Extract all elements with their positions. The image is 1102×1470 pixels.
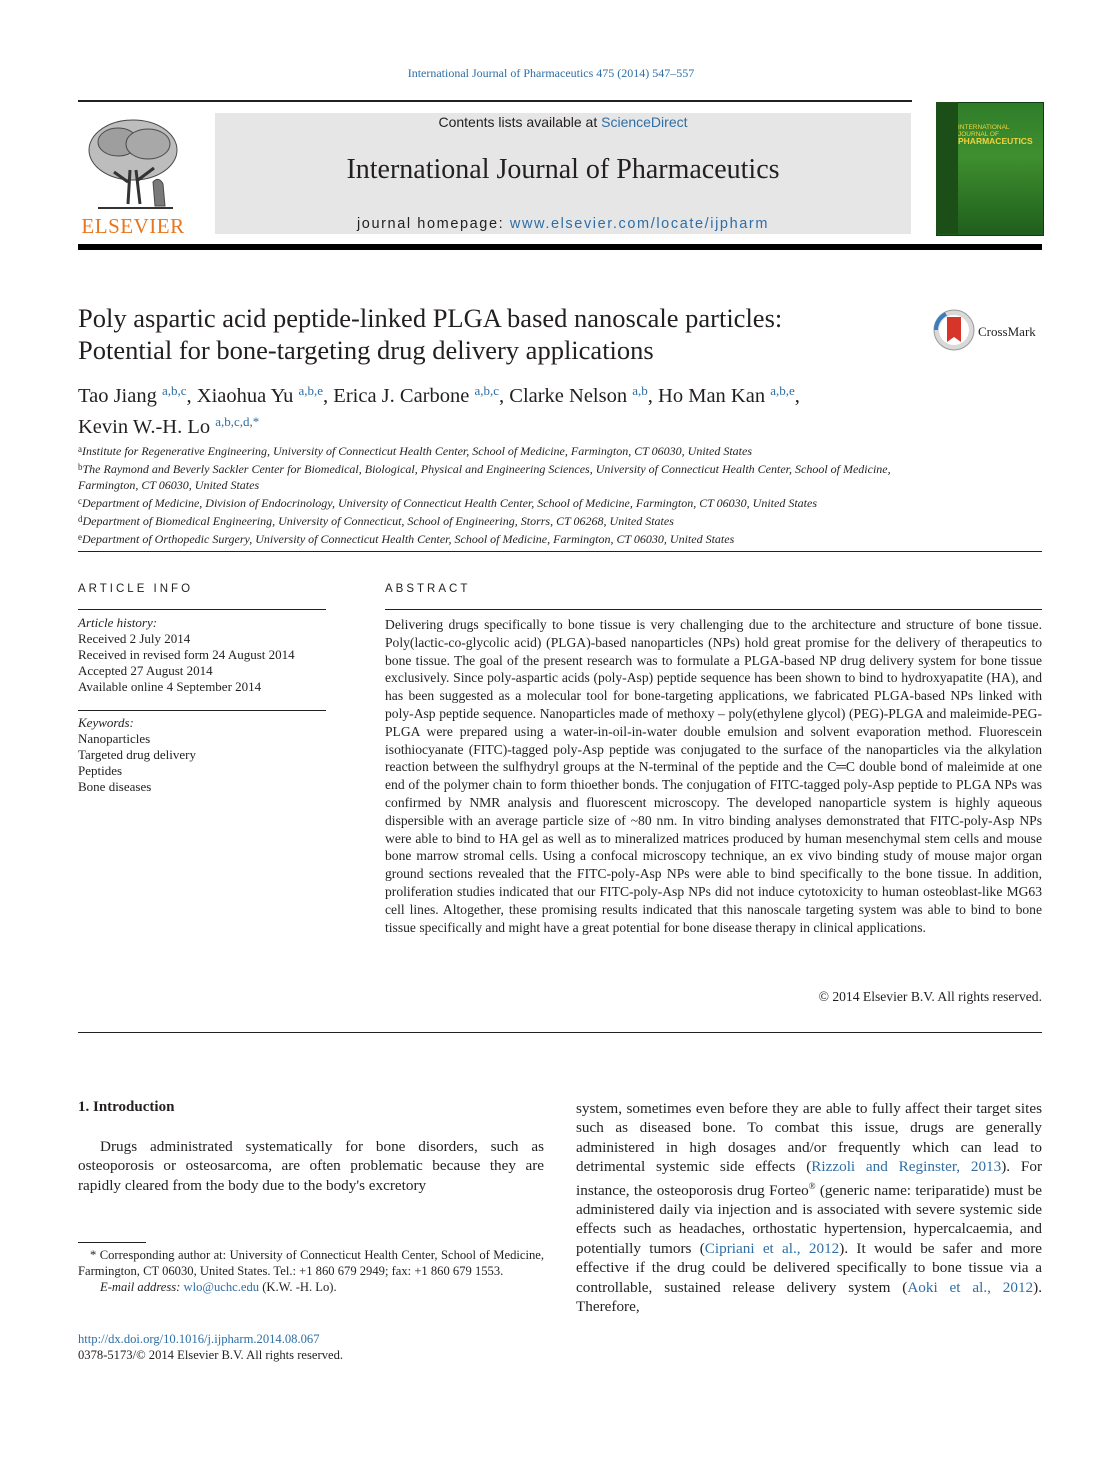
corresponding-author-footnote: [78, 1247, 544, 1295]
affiliation-mark: d: [78, 514, 83, 524]
abstract-rule: [385, 609, 1042, 610]
history-item: Accepted 27 August 2014: [78, 663, 213, 678]
email-suffix: (K.W. -H. Lo).: [259, 1280, 337, 1294]
affiliation-text: Institute for Regenerative Engineering, University of Connecticut Health Center, School of Medicine, Farmington, CT 06030, United States: [82, 444, 753, 458]
body-text: ). It would be safer and more effective if the drug could be delivered specifically to bone tissue via a controllable, sustained release delivery system (: [576, 1239, 1043, 1296]
history-label: Article history:: [78, 615, 158, 630]
cover-title-line2: PHARMACEUTICS: [958, 136, 1033, 146]
keyword-item: Peptides: [78, 763, 123, 778]
email-label: E-mail address:: [100, 1280, 184, 1294]
keyword-item: Bone diseases: [78, 779, 152, 794]
author-separator: ,: [499, 385, 510, 407]
author-name: Erica J. Carbone: [333, 385, 470, 407]
issn-line: 0378-5173/© 2014 Elsevier B.V. All rights reserved.: [78, 1348, 344, 1362]
author-affiliation-marks[interactable]: a,b: [632, 383, 648, 398]
history-item: Available online 4 September 2014: [78, 679, 262, 694]
contents-prefix: Contents lists available at: [438, 114, 602, 130]
crossmark-label[interactable]: CrossMark: [978, 324, 1036, 339]
affiliation-item: [78, 459, 938, 493]
homepage-line: [215, 216, 911, 232]
header-bottom-rule: [78, 244, 1042, 250]
affiliation-text: Department of Medicine, Division of Endocrinology, University of Connecticut Health Center, School of Medicine, Farmington, CT 06030, United States: [82, 496, 818, 510]
author-name: Clarke Nelson: [509, 385, 628, 407]
header-top-rule: [78, 100, 912, 102]
author-name: Xiaohua Yu: [196, 385, 294, 407]
abstract-heading: ABSTRACT: [385, 583, 471, 595]
keywords: [78, 715, 328, 795]
doi-link[interactable]: http://dx.doi.org/10.1016/j.ijpharm.2014.08.067: [78, 1332, 320, 1346]
journal-homepage-link[interactable]: www.elsevier.com/locate/ijpharm: [509, 216, 770, 232]
author-separator: ,: [186, 385, 197, 407]
author-affiliation-marks[interactable]: a,b,c,d,*: [215, 414, 260, 429]
affiliation-mark: e: [78, 532, 82, 542]
abstract-text: Delivering drugs specifically to bone tissue is very challenging due to the architecture and structure of bone tissue. Poly(lactic-co-glycolic acid) (PLGA)-based nanoparticles (NPs) hold great promise for the delivery of therapeutics to bone tissue. The goal of the present research was to formulate a PLGA-based NP drug delivery system for bone tissue exclusively. Since poly-aspartic acids (poly-Asp) peptide sequence has been shown to bind to hydroxyapatite (HA), and has been suggested as a molecular tool for bone-targeting applications, we fabricated PLGA-based NPs linked with poly-Asp peptide sequence. Nanoparticles made of methoxy – poly(ethylene glycol) (PEG)-PLGA and maleimide-PEG-PLGA were prepared using a water-in-oil-in-water double emulsion and solvent evaporation method. Fluorescein isothiocyanate (FITC)-tagged poly-Asp peptide was conjugated to the surface of the nanoparticles via the alkylation reaction between the sulfhydryl groups at the N-terminal of the peptide and the C═C double bond of maleimide at one end of the polymer chain to form thioether bonds. The conjugation of FITC-tagged poly-Asp peptide to PLGA NPs was confirmed by NMR analysis and fluorescent microscopy. The developed nanoparticle system is highly aqueous dispersible with an average particle size of ~80 nm. In vitro binding analyses demonstrated that FITC-poly-Asp NPs were able to bind to HA gel as well as to mineralized matrices produced by human mesenchymal stem cells and mouse bone marrow stromal cells. Using a confocal microscopy technique, an ex vivo binding study of mouse major organ ground sections revealed that the FITC-poly-Asp NPs were able to bind specifically to the bone tissue. In addition, proliferation studies indicated that our FITC-poly-Asp NPs did not induce cytotoxicity to human osteoblast-like MG63 cell lines. Altogether, these promising results indicated that this nanoscale targeting system was able to bind to bone tissue specifically and might have a great potential for bone disease therapy in clinical applications.: [385, 617, 1042, 935]
author-name: Kevin W.-H. Lo: [78, 416, 211, 438]
affiliations: [78, 441, 938, 547]
affiliation-mark: c: [78, 496, 82, 506]
affiliation-text: Department of Biomedical Engineering, University of Connecticut, School of Engineering, Storrs, CT 06268, United States: [82, 514, 674, 528]
body-text: ). Therefore,: [576, 1278, 1043, 1316]
introduction-left-column: Drugs administrated systematically for bone disorders, such as osteoporosis or osteosarcoma, are often problematic because they are rapidly cleared from the body due to the body's excretory: [78, 1138, 544, 1194]
author-separator: ,: [794, 385, 800, 407]
affiliations-divider: [78, 551, 1042, 552]
keywords-rule: [78, 710, 326, 711]
citation-link[interactable]: Rizzoli and Reginster, 2013: [811, 1158, 1002, 1176]
doi-block: [78, 1331, 343, 1363]
abstract-bottom-rule: [78, 1032, 1042, 1033]
contents-line: [215, 114, 911, 130]
author-name: Ho Man Kan: [658, 385, 766, 407]
article-title: [78, 302, 918, 366]
body-text: system, sometimes even before they are able to fully affect their target sites such as diseased bone. To combat this issue, drugs are generally administered in high dosages and/or frequently which can lead to detrimental systemic side effects (: [576, 1100, 1042, 1176]
keywords-label: Keywords:: [78, 715, 134, 730]
author-list: [78, 378, 938, 440]
body-text: (generic name: teriparatide) must be administered daily via injection and is associated with severe systemic side effects such as headaches, orthostatic hypertension, hypercalcaemia, and potentially tumors (: [576, 1181, 1042, 1257]
homepage-prefix: journal homepage:: [356, 216, 510, 232]
affiliation-text: The Raymond and Beverly Sackler Center for Biomedical, Biological, Physical and Engineering Sciences, University of Connecticut Health Center, School of Medicine, Farmington, CT 06030, United States: [78, 462, 891, 492]
keyword-item: Targeted drug delivery: [78, 747, 196, 762]
article-history: [78, 615, 328, 695]
registered-mark: ®: [808, 1180, 816, 1191]
email-link[interactable]: wlo@uchc.edu: [183, 1280, 260, 1294]
affiliation-mark: a: [78, 444, 82, 454]
introduction-heading: 1. Introduction: [78, 1099, 175, 1115]
citation-link[interactable]: Aoki et al., 2012: [907, 1278, 1034, 1296]
author-separator: ,: [647, 385, 659, 407]
abstract-copyright: © 2014 Elsevier B.V. All rights reserved.: [818, 989, 1042, 1004]
journal-cover-title: [958, 124, 1040, 146]
footnote-rule: [78, 1242, 146, 1243]
keyword-item: Nanoparticles: [78, 731, 151, 746]
affiliation-item: [78, 493, 938, 511]
affiliation-item: [78, 441, 938, 459]
author-name: Tao Jiang: [78, 385, 157, 407]
article-info-rule: [78, 609, 326, 610]
article-info-heading: ARTICLE INFO: [78, 583, 194, 595]
title-line-2: Potential for bone-targeting drug delivery applications: [78, 335, 654, 365]
affiliation-item: [78, 511, 938, 529]
corresponding-author-text: * Corresponding author at: University of Connecticut Health Center, School of Medicine, Farmington, CT 06030, United States. Tel.: +1 860 679 2949; fax: +1 860 679 1553.: [78, 1248, 544, 1278]
cover-title-line1: INTERNATIONAL JOURNAL OF: [958, 124, 1010, 138]
author-affiliation-marks[interactable]: a,b,c: [161, 383, 187, 398]
journal-reference[interactable]: International Journal of Pharmaceutics 475 (2014) 547–557: [407, 66, 695, 80]
citation-link[interactable]: Cipriani et al., 2012: [704, 1239, 840, 1257]
history-item: Received 2 July 2014: [78, 631, 191, 646]
title-line-1: Poly aspartic acid peptide-linked PLGA based nanoscale particles:: [78, 303, 783, 333]
affiliation-item: [78, 529, 938, 547]
affiliation-text: Department of Orthopedic Surgery, University of Connecticut Health Center, School of Medicine, Farmington, CT 06030, United States: [82, 532, 735, 546]
history-item: Received in revised form 24 August 2014: [78, 647, 295, 662]
body-text: ). For instance, the osteoporosis drug Forteo: [576, 1158, 1043, 1199]
author-affiliation-marks[interactable]: a,b,c: [474, 383, 500, 398]
author-affiliation-marks[interactable]: a,b,e: [770, 383, 795, 398]
introduction-right-column: [576, 1099, 1042, 1316]
affiliation-mark: b: [78, 462, 83, 472]
journal-title: International Journal of Pharmaceutics: [346, 154, 780, 185]
sciencedirect-link[interactable]: ScienceDirect: [601, 114, 688, 130]
publisher-name: ELSEVIER: [81, 214, 185, 238]
author-separator: ,: [323, 385, 334, 407]
journal-cover-spine: [936, 102, 958, 234]
author-affiliation-marks[interactable]: a,b,e: [298, 383, 324, 398]
crossmark-icon[interactable]: [932, 308, 976, 352]
